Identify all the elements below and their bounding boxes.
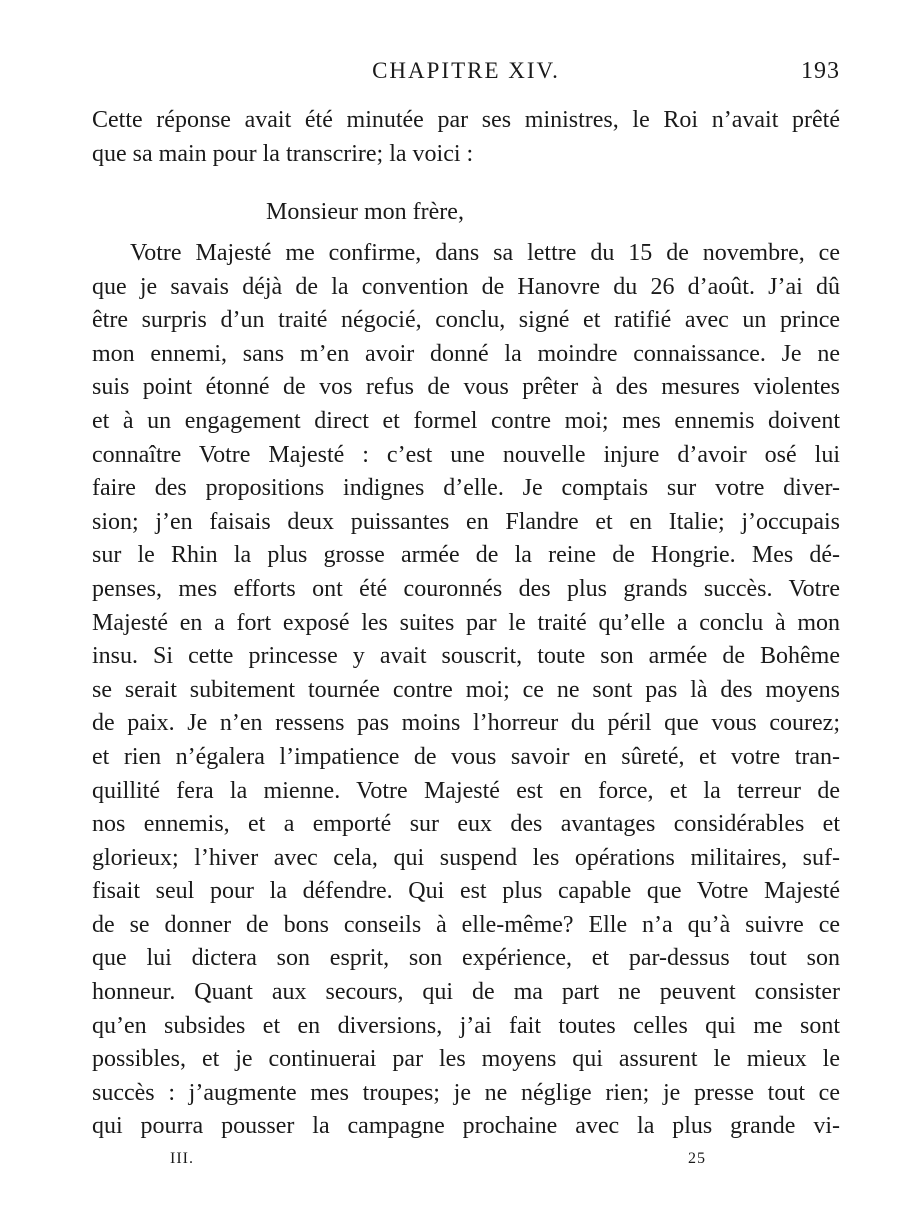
letter-body — [92, 237, 840, 1144]
chapter-title: CHAPITRE XIV. — [372, 58, 560, 83]
text-line: succès : j’augmente mes troupes; je ne néglige rien; je presse tout ce — [92, 1079, 840, 1106]
volume-signature: III. — [170, 1150, 194, 1167]
text-line: insu. Si cette princesse y avait souscrit, toute son armée de Bohême — [92, 643, 840, 670]
text-line: Majesté en a fort exposé les suites par le traité qu’elle a conclu à mon — [92, 609, 840, 636]
text-line: fisait seul pour la défendre. Qui est plus capable que Votre Majesté — [92, 878, 840, 905]
text-line: connaître Votre Majesté : c’est une nouvelle injure d’avoir osé lui — [92, 441, 840, 468]
text-line: et rien n’égalera l’impatience de vous savoir en sûreté, et votre tran- — [92, 743, 840, 770]
text-line: que lui dictera son esprit, son expérience, et par-dessus tout son — [92, 945, 840, 972]
text-line: faire des propositions indignes d’elle. Je comptais sur votre diver- — [92, 475, 840, 502]
intro-paragraph — [92, 104, 840, 171]
text-line: que je savais déjà de la convention de Hanovre du 26 d’août. J’ai dû — [92, 273, 840, 300]
text-line: sion; j’en faisais deux puissantes en Flandre et en Italie; j’occupais — [92, 508, 840, 535]
page-footer — [160, 1150, 720, 1180]
gathering-signature: 25 — [688, 1150, 706, 1167]
text-line: Votre Majesté me confirme, dans sa lettre du 15 de novembre, ce — [130, 240, 840, 266]
page-number: 193 — [801, 58, 840, 84]
text-line: nos ennemis, et a emporté sur eux des avantages considérables et — [92, 811, 840, 838]
text-line: quillité fera la mienne. Votre Majesté est en force, et la terreur de — [92, 777, 840, 804]
text-line: et à un engagement direct et formel contre moi; mes ennemis doivent — [92, 407, 840, 434]
text-line: suis point étonné de vos refus de vous prêter à des mesures violentes — [92, 374, 840, 401]
text-line: se serait subitement tournée contre moi; ce ne sont pas là des moyens — [92, 676, 840, 703]
text-line: Cette réponse avait été minutée par ses ministres, le Roi n’avait prêté — [92, 107, 840, 133]
text-line: qu’en subsides et en diversions, j’ai fait toutes celles qui me sont — [92, 1012, 840, 1039]
text-line: honneur. Quant aux secours, qui de ma part ne peuvent consister — [92, 979, 840, 1006]
text-line: sur le Rhin la plus grosse armée de la reine de Hongrie. Mes dé- — [92, 542, 840, 569]
letter-salutation: Monsieur mon frère, — [266, 199, 464, 225]
text-line: penses, mes efforts ont été couronnés des plus grands succès. Votre — [92, 575, 840, 602]
text-line: que sa main pour la transcrire; la voici : — [92, 140, 474, 167]
text-line: glorieux; l’hiver avec cela, qui suspend les opérations militaires, suf- — [92, 844, 840, 871]
text-line: possibles, et je continuerai par les moyens qui assurent le mieux le — [92, 1046, 840, 1073]
running-head — [92, 58, 840, 92]
text-line: qui pourra pousser la campagne prochaine avec la plus grande vi- — [92, 1113, 840, 1140]
text-line: de se donner de bons conseils à elle-même? Elle n’a qu’à suivre ce — [92, 911, 840, 938]
text-line: mon ennemi, sans m’en avoir donné la moindre connaissance. Je ne — [92, 340, 840, 367]
text-line: de paix. Je n’en ressens pas moins l’horreur du péril que vous courez; — [92, 710, 840, 737]
text-line: être surpris d’un traité négocié, conclu, signé et ratifié avec un prince — [92, 307, 840, 334]
